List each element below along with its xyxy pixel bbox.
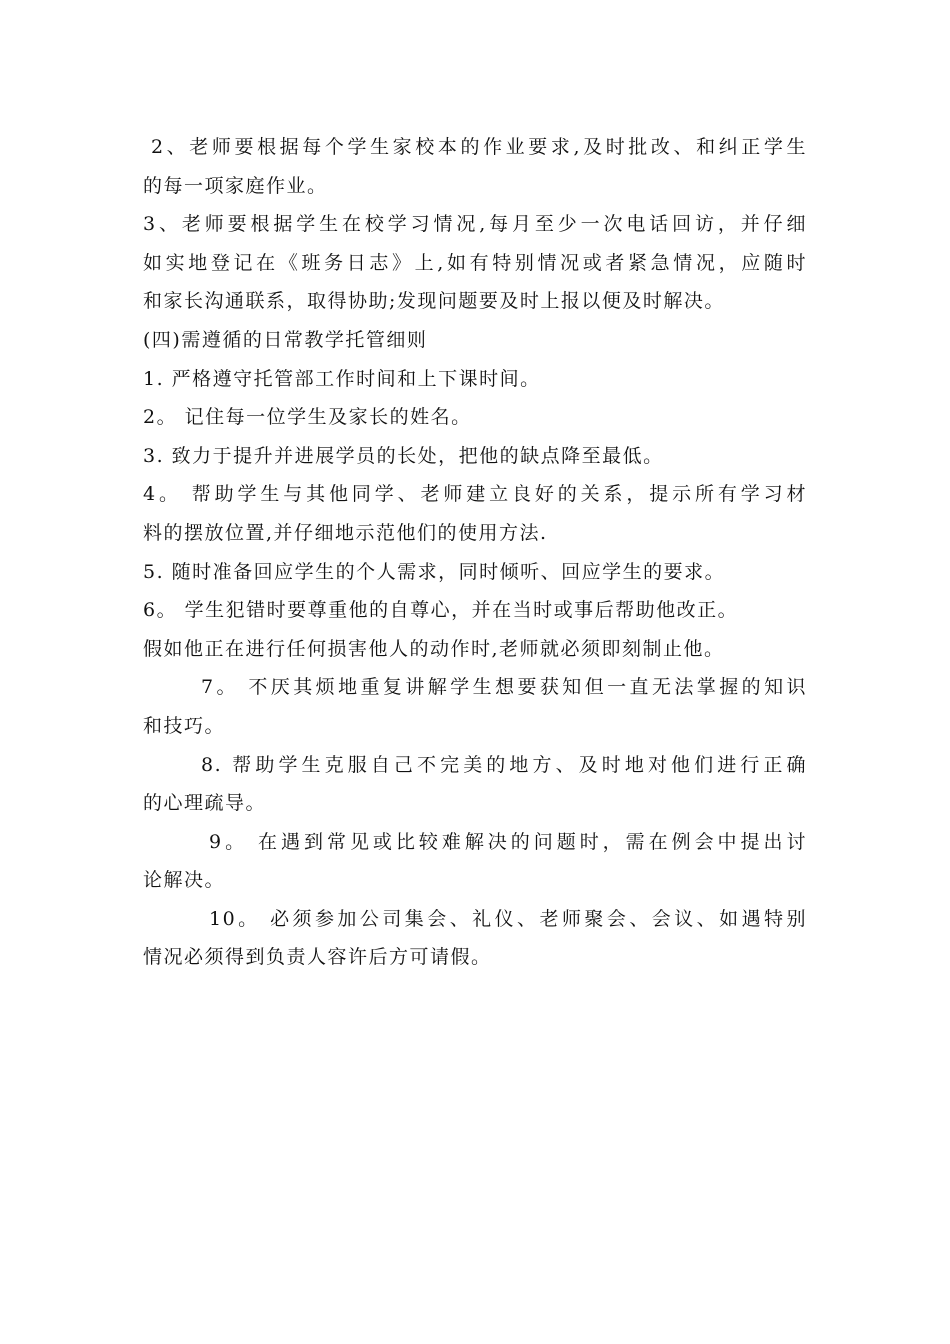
rule-5: 5. 随时准备回应学生的个人需求，同时倾听、回应学生的要求。 bbox=[143, 560, 726, 583]
paragraph-3-line-1: 3、老师要根据学生在校学习情况,每月至少一次电话回访，并仔细 bbox=[143, 213, 807, 236]
rule-1: 1. 严格遵守托管部工作时间和上下课时间。 bbox=[143, 367, 541, 390]
paragraph-2-line-2: 的每一项家庭作业。 bbox=[143, 174, 328, 197]
rule-9-line-2: 论解决。 bbox=[143, 869, 226, 892]
rule-7-line-1: 7。 不厌其烦地重复讲解学生想要获知但一直无法掌握的知识 bbox=[201, 676, 807, 699]
rule-4-line-1: 4。 帮助学生与其他同学、老师建立良好的关系，提示所有学习材 bbox=[143, 483, 807, 506]
document-body bbox=[143, 128, 807, 977]
paragraph-2-line-1: 2、老师要根据每个学生家校本的作业要求,及时批改、和纠正学生 bbox=[151, 136, 807, 158]
rule-8-line-1: 8. 帮助学生克服自己不完美的地方、及时地对他们进行正确 bbox=[201, 753, 807, 776]
rule-3: 3. 致力于提升并进展学员的长处，把他的缺点降至最低。 bbox=[143, 444, 664, 467]
rule-4-line-2: 料的摆放位置,并仔细地示范他们的使用方法. bbox=[143, 521, 548, 544]
paragraph-3-line-2: 如实地登记在《班务日志》上,如有特别情况或者紧急情况，应随时 bbox=[143, 251, 807, 274]
rule-10-line-1: 10。 必须参加公司集会、礼仪、老师聚会、会议、如遇特别 bbox=[209, 907, 807, 930]
rule-8-line-2: 的心理疏导。 bbox=[143, 792, 267, 815]
rule-6-line-1: 6。 学生犯错时要尊重他的自尊心，并在当时或事后帮助他改正。 bbox=[143, 599, 739, 622]
rule-10-line-2: 情况必须得到负责人容许后方可请假。 bbox=[143, 946, 492, 969]
rule-6-line-2: 假如他正在进行任何损害他人的动作时,老师就必须即刻制止他。 bbox=[143, 637, 725, 660]
paragraph-3-line-3: 和家长沟通联系，取得协助;发现问题要及时上报以便及时解决。 bbox=[143, 290, 725, 313]
rule-9-line-1: 9。 在遇到常见或比较难解决的问题时，需在例会中提出讨 bbox=[209, 830, 807, 853]
section-heading: (四)需遵循的日常教学托管细则 bbox=[143, 328, 428, 351]
rule-2: 2。 记住每一位学生及家长的姓名。 bbox=[143, 406, 472, 429]
rule-7-line-2: 和技巧。 bbox=[143, 714, 226, 737]
